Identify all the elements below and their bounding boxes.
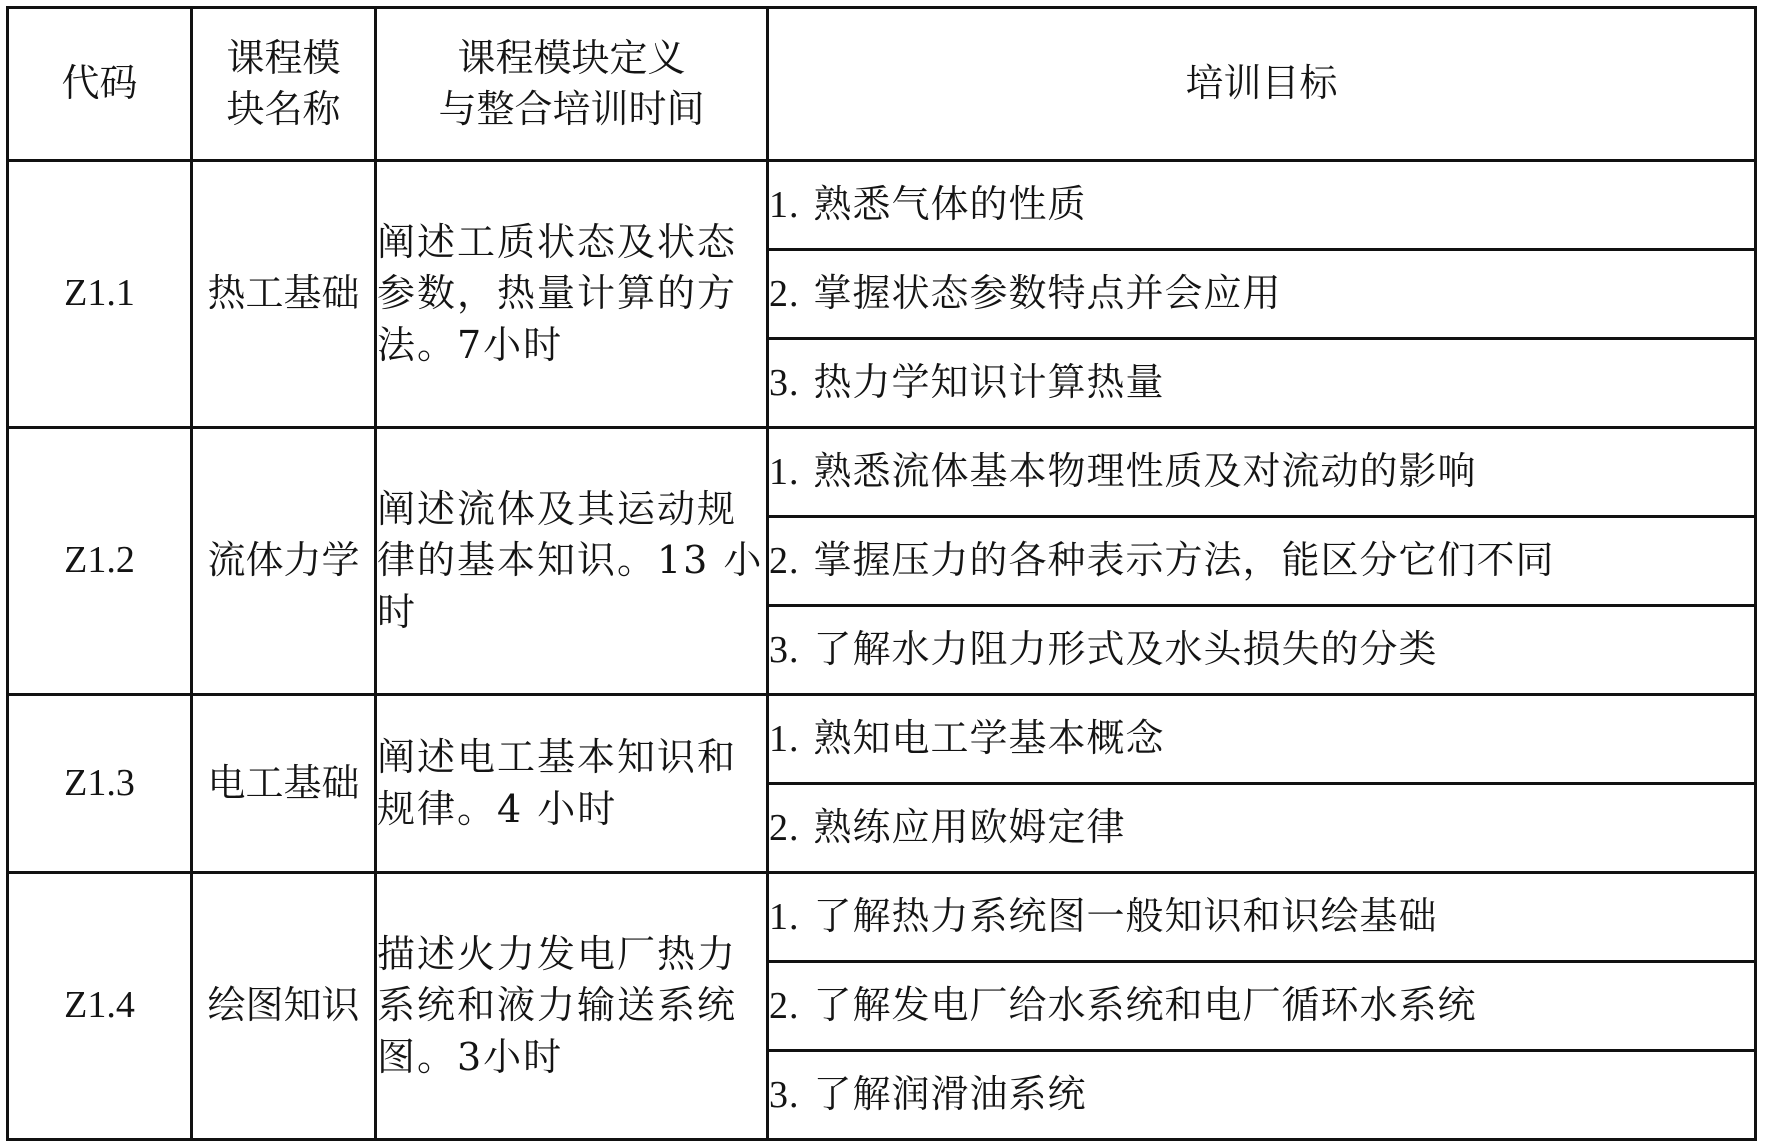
goal-number: 1. [769,895,800,938]
module-name: 流体力学 [192,428,376,695]
goal-text: 熟悉流体基本物理性质及对流动的影响 [813,448,1477,493]
module-definition: 阐述工质状态及状态参数，热量计算的方法。7小时 [376,161,768,428]
module-definition: 描述火力发电厂热力系统和液力输送系统图。3小时 [376,873,768,1140]
table-header-row [8,8,1756,161]
module-code: Z1.1 [8,161,192,428]
course-module-table [6,6,1757,1141]
goal-text: 熟知电工学基本概念 [813,715,1165,760]
training-goal [768,1051,1756,1140]
goal-text: 掌握压力的各种表示方法，能区分它们不同 [813,537,1555,582]
header-code-text: 代码 [61,61,138,106]
training-goal [768,339,1756,428]
header-training-goals-text: 培训目标 [1185,61,1338,106]
goal-number: 3. [769,628,800,671]
training-goal [768,873,1756,962]
goal-text: 熟练应用欧姆定律 [813,804,1126,849]
header-code [8,8,192,161]
table-row [8,161,1756,250]
goal-number: 3. [769,361,800,404]
training-goal [768,517,1756,606]
header-module-name [192,8,376,161]
training-goal [768,161,1756,250]
module-name: 绘图知识 [192,873,376,1140]
goal-text: 掌握状态参数特点并会应用 [813,270,1282,315]
header-definition-line2: 与整合培训时间 [438,87,705,131]
goal-number: 1. [769,717,800,760]
module-code: Z1.3 [8,695,192,873]
module-definition: 阐述流体及其运动规律的基本知识。13 小时 [376,428,768,695]
goal-number: 2. [769,984,800,1027]
training-goal [768,250,1756,339]
header-definition-line1: 课程模块定义 [457,35,686,80]
table-row [8,873,1756,962]
training-goal [768,606,1756,695]
header-definition [376,8,768,161]
goal-number: 1. [769,450,800,493]
header-training-goals [768,8,1756,161]
goal-number: 2. [769,806,800,849]
header-module-name-line2: 块名称 [226,87,341,131]
module-definition: 阐述电工基本知识和规律。4 小时 [376,695,768,873]
module-code: Z1.2 [8,428,192,695]
goal-text: 了解润滑油系统 [813,1071,1087,1116]
training-goal [768,784,1756,873]
goal-text: 了解热力系统图一般知识和识绘基础 [813,893,1438,938]
module-name: 热工基础 [192,161,376,428]
training-goal [768,695,1756,784]
goal-text: 了解水力阻力形式及水头损失的分类 [813,626,1438,671]
module-code: Z1.4 [8,873,192,1140]
goal-number: 1. [769,183,800,226]
goal-number: 2. [769,539,800,582]
training-goal [768,428,1756,517]
table-row [8,695,1756,784]
table-row [8,428,1756,517]
header-module-name-line1: 课程模 [226,35,341,80]
training-goal [768,962,1756,1051]
goal-number: 3. [769,1073,800,1116]
module-name: 电工基础 [192,695,376,873]
goal-text: 了解发电厂给水系统和电厂循环水系统 [813,982,1477,1027]
goal-text: 熟悉气体的性质 [813,181,1087,226]
goal-text: 热力学知识计算热量 [813,359,1165,404]
goal-number: 2. [769,272,800,315]
